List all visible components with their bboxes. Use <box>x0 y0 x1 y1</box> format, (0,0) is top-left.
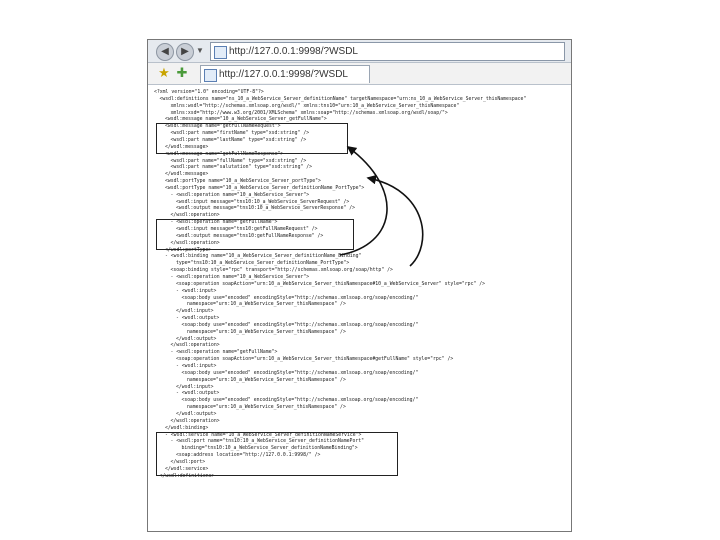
highlight-service-block <box>156 432 398 476</box>
tab-url: http://127.0.0.1:9998/?WSDL <box>219 69 348 80</box>
arrow-output-to-response <box>368 178 423 266</box>
wsdl-line: namespace="urn:10_a_WebService_Server_thisNamespace" /> <box>187 377 346 383</box>
wsdl-line: </wsdl:portType> <box>165 247 212 253</box>
wsdl-line: binding="tns10:10_a_WebService_Server_definitionNameBinding"> <box>181 446 358 452</box>
wsdl-line: - <wsdl:operation name="getFullName"> <box>170 350 278 356</box>
wsdl-line: <?xml version="1.0" encoding="UTF-8"?> <box>154 90 264 95</box>
address-url: http://127.0.0.1:9998/?WSDL <box>229 46 358 57</box>
wsdl-line: </wsdl:input> <box>176 309 214 315</box>
wsdl-line: <wsdl:message name="getFullNameRequest"> <box>165 124 281 130</box>
wsdl-line: - <wsdl:input> <box>176 288 217 294</box>
wsdl-line: <soap:body use="encoded" encodingStyle="http://schemas.xmlsoap.org/soap/encoding/" <box>181 295 419 301</box>
wsdl-line: - <wsdl:service name="10_a_WebService_Server_definitionNameService"> <box>165 432 362 438</box>
add-favorite-icon[interactable]: ✚ <box>176 65 188 80</box>
wsdl-line: <wsdl:portType name="10_a_WebService_Server_definitionName_PortType"> <box>165 185 365 191</box>
wsdl-line: </wsdl:port> <box>170 459 206 465</box>
wsdl-line: <soap:operation soapAction="urn:10_a_WebService_Server_thisNamespace#10_a_WebService_Server" style="rpc" /> <box>176 281 486 287</box>
wsdl-line: <wsdl:input message="tns10:getFullNameRequest" /> <box>176 227 318 232</box>
wsdl-line: <wsdl:output message="tns10:getFullNameResponse" /> <box>176 233 324 239</box>
address-bar[interactable] <box>210 42 565 61</box>
highlight-getfullname-operation <box>156 219 354 249</box>
wsdl-line: - <wsdl:output> <box>176 391 220 397</box>
wsdl-line: <soap:binding style="rpc" transport="http://schemas.xmlsoap.org/soap/http" /> <box>170 268 393 274</box>
favorites-star-icon[interactable]: ★ <box>158 65 170 80</box>
wsdl-line: <soap:body use="encoded" encodingStyle="http://schemas.xmlsoap.org/soap/encoding/" <box>181 398 419 404</box>
wsdl-line: <wsdl:part name="firstName" type="xsd:string" /> <box>170 131 310 137</box>
wsdl-line: </wsdl:message> <box>165 144 209 150</box>
forward-arrow-icon[interactable]: ▶ <box>176 43 194 61</box>
wsdl-line: </wsdl:operation> <box>170 240 220 246</box>
wsdl-line: <wsdl:definitions name="ns_10_a_WebService_Server_definitionName" targetNamespace="urn:ns_10_a_WebService_Server_thisNamespace" <box>159 96 527 102</box>
wsdl-line: - <wsdl:operation name="getFullName"> <box>170 220 278 226</box>
wsdl-line: <wsdl:output message="tns10:10_a_WebService_ServerResponse" /> <box>176 206 356 212</box>
wsdl-line: </wsdl:definitions> <box>159 473 215 479</box>
tab-page-icon <box>204 69 217 82</box>
wsdl-line: xmlns:xsd="http://www.w3.org/2001/XMLSchema" xmlns:soap="http://schemas.xmlsoap.org/wsdl/soap/"> <box>170 110 448 116</box>
wsdl-line: </wsdl:message> <box>165 172 209 178</box>
wsdl-line: - <wsdl:output> <box>176 316 220 322</box>
wsdl-line: - <wsdl:port name="tns10:10_a_WebService_Server_definitionNamePort" <box>170 439 364 445</box>
wsdl-line: </wsdl:binding> <box>165 425 209 431</box>
page-icon <box>214 46 227 59</box>
wsdl-line: <wsdl:part name="lastName" type="xsd:string" /> <box>170 137 307 143</box>
wsdl-line: </wsdl:operation> <box>170 343 220 349</box>
wsdl-line: <wsdl:message name="getFullNameResponse"> <box>165 151 284 157</box>
highlight-request-message <box>156 123 348 153</box>
wsdl-line: - <wsdl:binding name="10_a_WebService_Server_definitionName_Binding" <box>165 254 362 260</box>
wsdl-line: namespace="urn:10_a_WebService_Server_thisNamespace" /> <box>187 329 346 335</box>
wsdl-line: <soap:address location="http://127.0.0.1:9998/" /> <box>176 453 321 459</box>
browser-tab[interactable] <box>200 65 370 83</box>
wsdl-line: </wsdl:output> <box>176 411 217 417</box>
wsdl-line: </wsdl:output> <box>176 336 217 342</box>
tab-bar <box>148 63 571 85</box>
navigation-bar <box>148 40 571 63</box>
wsdl-line: namespace="urn:10_a_WebService_Server_thisNamespace" /> <box>187 405 346 411</box>
wsdl-line: - <wsdl:operation name="10_a_WebService_Server"> <box>170 192 310 198</box>
wsdl-line: <soap:operation soapAction="urn:10_a_WebService_Server_thisNamespace#getFullName" style="rpc" /> <box>176 357 454 363</box>
chevron-down-icon[interactable]: ▼ <box>196 46 204 55</box>
wsdl-line: xmlns:wsdl="http://schemas.xmlsoap.org/wsdl/" xmlns:tns10="urn:10_a_WebService_Server_thisNamespace" <box>170 103 460 109</box>
wsdl-line: </wsdl:operation> <box>170 418 220 424</box>
wsdl-line: <soap:body use="encoded" encodingStyle="http://schemas.xmlsoap.org/soap/encoding/" <box>181 370 419 376</box>
wsdl-line: - <wsdl:input> <box>176 364 217 369</box>
wsdl-line: <wsdl:portType name="10_a_WebService_Server_portType"> <box>165 179 321 185</box>
wsdl-line: <wsdl:part name="salutation" type="xsd:string" /> <box>170 165 313 171</box>
wsdl-line: type="tns10:10_a_WebService_Server_definitionName_PortType"> <box>176 261 350 267</box>
wsdl-line: </wsdl:input> <box>176 384 214 390</box>
wsdl-line: </wsdl:operation> <box>170 213 220 219</box>
wsdl-line: <soap:body use="encoded" encodingStyle="http://schemas.xmlsoap.org/soap/encoding/" <box>181 322 419 328</box>
wsdl-line: <wsdl:part name="fullName" type="xsd:string" /> <box>170 158 307 164</box>
wsdl-line: - <wsdl:operation name="10_a_WebService_Server"> <box>170 274 310 280</box>
wsdl-line: namespace="urn:10_a_WebService_Server_thisNamespace" /> <box>187 302 346 308</box>
wsdl-line: </wsdl:service> <box>165 466 209 472</box>
browser-window <box>147 39 572 532</box>
back-arrow-icon[interactable]: ◀ <box>156 43 174 61</box>
wsdl-line: <wsdl:message name="10_a_WebService_Server_getFullName"> <box>165 117 327 123</box>
wsdl-line: <wsdl:input message="tns10:10_a_WebService_ServerRequest" /> <box>176 199 350 205</box>
